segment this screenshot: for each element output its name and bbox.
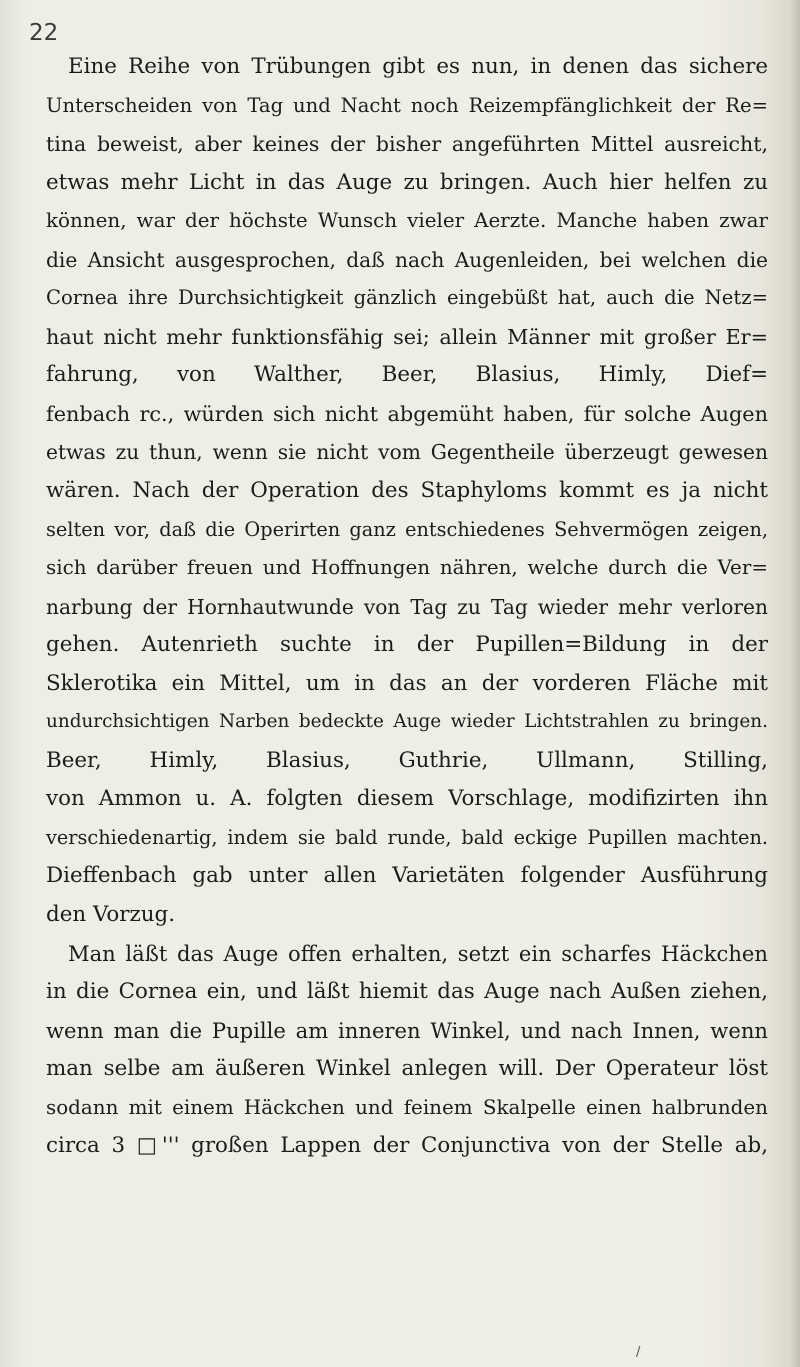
text-line: narbung der Hornhautwunde von Tag zu Tag wieder mehr verloren — [46, 594, 768, 619]
text-line: sodann mit einem Häckchen und feinem Skalpelle einen halbrunden — [46, 1095, 768, 1119]
text-line: in die Cornea ein, und läßt hiemit das Auge nach Außen ziehen, — [46, 979, 768, 1005]
text-line: haut nicht mehr funktionsfähig sei; allein Männer mit großer Er= — [46, 324, 768, 349]
text-line: etwas zu thun, wenn sie nicht vom Gegentheile überzeugt gewesen — [46, 440, 768, 465]
text-line: wären. Nach der Operation des Staphyloms kommt es ja nicht — [46, 478, 768, 504]
text-line: von Ammon u. A. folgten diesem Vorschlage, modifizirten ihn — [46, 786, 768, 812]
page-edge-shadow — [790, 0, 800, 1367]
text-line: Dieffenbach gab unter allen Varietäten folgender Ausführung — [46, 863, 768, 889]
text-line: man selbe am äußeren Winkel anlegen will. Der Operateur löst — [46, 1056, 768, 1082]
text-line: wenn man die Pupille am inneren Winkel, und nach Innen, wenn — [46, 1017, 768, 1043]
text-line: selten vor, daß die Operirten ganz entschiedenes Sehvermögen zeigen, — [46, 517, 768, 541]
text-line: verschiedenartig, indem sie bald runde, bald eckige Pupillen machten. — [46, 825, 768, 849]
text-line: können, war der höchste Wunsch vieler Aerzte. Manche haben zwar — [46, 209, 768, 233]
text-line: gehen. Autenrieth suchte in der Pupillen=Bildung in der — [46, 632, 768, 658]
text-line: sich darüber freuen und Hoffnungen nähren, welche durch die Ver= — [46, 556, 768, 580]
text-line: fahrung, von Walther, Beer, Blasius, Himly, Dief= — [46, 362, 768, 388]
text-line: undurchsichtigen Narben bedeckte Auge wieder Lichtstrahlen zu bringen. — [46, 711, 768, 733]
text-line: Sklerotika ein Mittel, um in das an der vorderen Fläche mit — [46, 670, 768, 696]
text-line: etwas mehr Licht in das Auge zu bringen. Auch hier helfen zu — [46, 169, 768, 195]
text-line: Eine Reihe von Trübungen gibt es nun, in denen das sichere — [68, 54, 768, 79]
text-line: den Vorzug. — [46, 902, 176, 928]
text-line: fenbach rc., würden sich nicht abgemüht haben, für solche Augen — [46, 401, 768, 426]
body-text — [46, 48, 768, 1166]
text-line: Beer, Himly, Blasius, Guthrie, Ullmann, Stilling, — [46, 747, 768, 773]
text-line: die Ansicht ausgesprochen, daß nach Augenleiden, bei welchen die — [46, 247, 768, 272]
footer-mark: / — [636, 1345, 641, 1360]
text-line: Man läßt das Auge offen erhalten, setzt ein scharfes Häckchen — [68, 940, 768, 966]
page-number: 22 — [29, 20, 59, 46]
text-line: circa 3 □''' großen Lappen der Conjunctiva von der Stelle ab, — [46, 1133, 768, 1159]
text-line: Unterscheiden von Tag und Nacht noch Reizempfänglichkeit der Re= — [46, 93, 768, 117]
text-line: tina beweist, aber keines der bisher angeführten Mittel ausreicht, — [46, 132, 768, 157]
text-line: Cornea ihre Durchsichtigkeit gänzlich eingebüßt hat, auch die Netz= — [46, 286, 768, 310]
